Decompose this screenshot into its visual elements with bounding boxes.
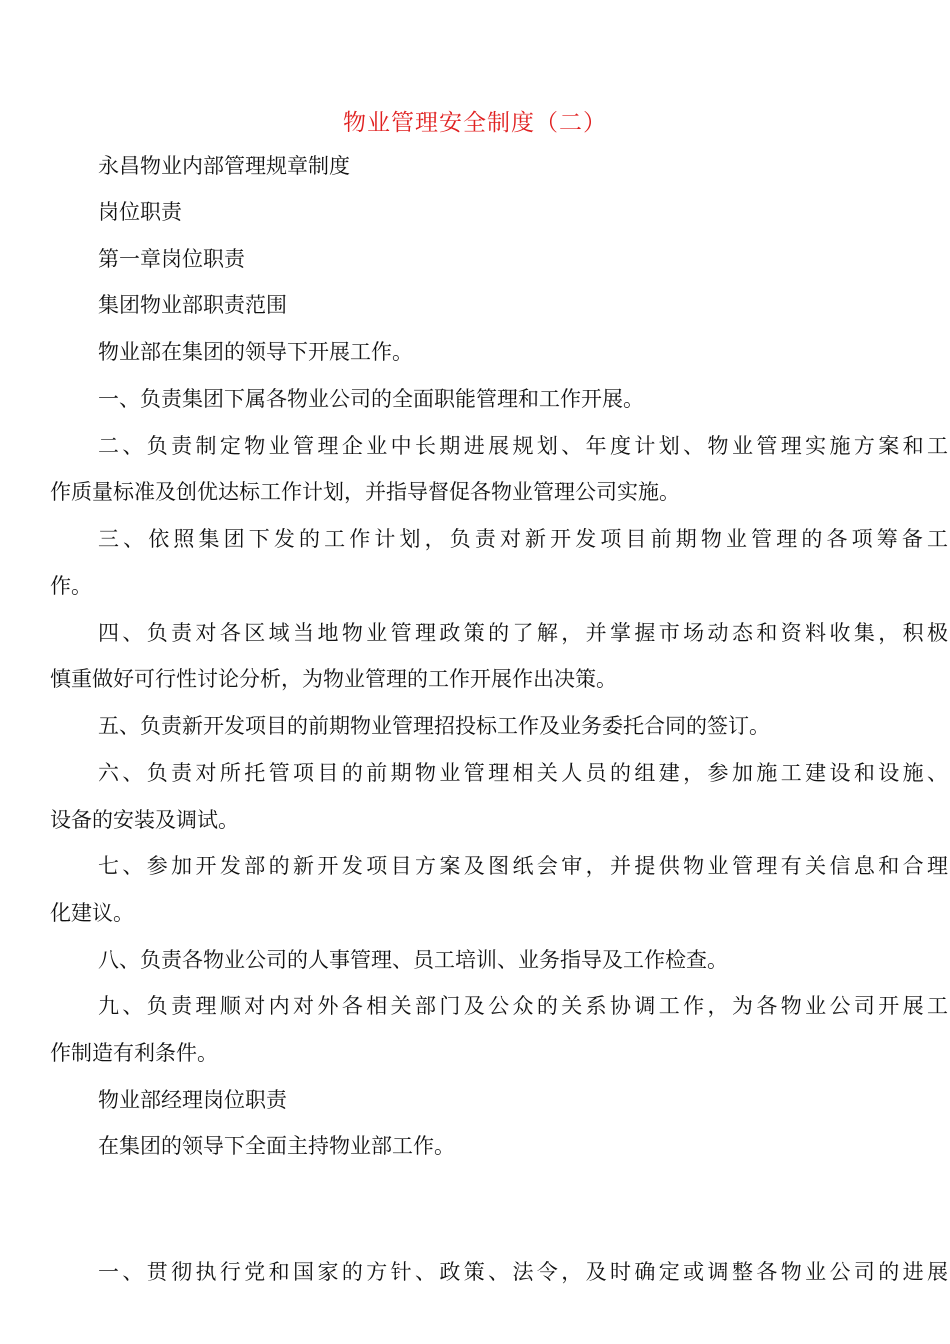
text-line: 八、负责各物业公司的人事管理、员工培训、业务指导及工作检查。 (98, 948, 728, 972)
text-line: 六、负责对所托管项目的前期物业管理相关人员的组建，参加施工建设和设施、 (98, 761, 948, 785)
text-line: 九、负责理顺对内对外各相关部门及公众的关系协调工作，为各物业公司开展工 (98, 994, 948, 1018)
text-line: 永昌物业内部管理规章制度 (98, 154, 350, 178)
text-line: 在集团的领导下全面主持物业部工作。 (98, 1134, 455, 1158)
text-line: 二、负责制定物业管理企业中长期进展规划、年度计划、物业管理实施方案和工 (98, 434, 948, 458)
text-line: 第一章岗位职责 (98, 247, 245, 271)
text-line: 慎重做好可行性讨论分析，为物业管理的工作开展作出决策。 (50, 667, 617, 691)
text-line: 一、贯彻执行党和国家的方针、政策、法令，及时确定或调整各物业公司的进展 (98, 1260, 948, 1284)
document-title: 物业管理安全制度（二） (343, 110, 607, 136)
text-line: 作制造有利条件。 (50, 1041, 218, 1065)
text-line: 集团物业部职责范围 (98, 293, 287, 317)
text-line: 五、负责新开发项目的前期物业管理招投标工作及业务委托合同的签订。 (98, 714, 770, 738)
text-line: 七、参加开发部的新开发项目方案及图纸会审，并提供物业管理有关信息和合理 (98, 854, 948, 878)
text-line: 四、负责对各区域当地物业管理政策的了解，并掌握市场动态和资料收集，积极 (98, 621, 948, 645)
text-line: 岗位职责 (98, 200, 182, 224)
text-line: 设备的安装及调试。 (50, 808, 239, 832)
text-line: 物业部经理岗位职责 (98, 1088, 287, 1112)
text-line: 作。 (50, 574, 92, 598)
text-line: 化建议。 (50, 901, 134, 925)
text-line: 三、依照集团下发的工作计划，负责对新开发项目前期物业管理的各项筹备工 (98, 527, 948, 551)
text-line: 作质量标准及创优达标工作计划，并指导督促各物业管理公司实施。 (50, 480, 680, 504)
text-line: 一、负责集团下属各物业公司的全面职能管理和工作开展。 (98, 387, 644, 411)
text-line: 物业部在集团的领导下开展工作。 (98, 340, 413, 364)
